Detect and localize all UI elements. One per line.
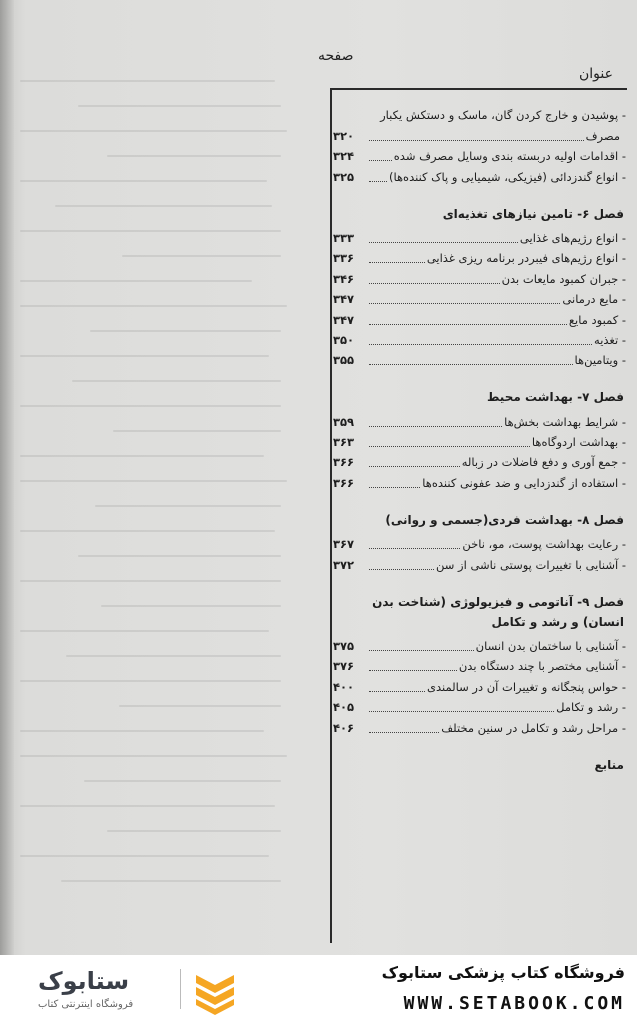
- toc-entry: [333, 330, 626, 350]
- toc-entry-title: - پوشیدن و خارج کردن گان، ماسک و دستکش یکبار: [380, 108, 626, 123]
- toc-entry: [333, 656, 626, 676]
- store-footer-banner: [0, 955, 637, 1024]
- toc-entry: [333, 289, 626, 309]
- toc-entry: [333, 248, 626, 268]
- toc-page-number: ۳۴۷: [333, 312, 355, 327]
- toc-dot-leader: [369, 344, 592, 345]
- toc-entry-title: - تغذیه: [594, 332, 626, 347]
- toc-dot-leader: [369, 650, 474, 651]
- toc-page-number: ۳۲۵: [333, 169, 355, 184]
- toc-entry-title: - مراحل رشد و تکامل در سنین مختلف: [441, 720, 626, 735]
- toc-entry: [333, 411, 626, 431]
- toc-entry-title: - آشنایی با تغییرات پوستی ناشی از سن: [436, 557, 626, 572]
- toc-entry: [333, 268, 626, 288]
- toc-entry: [333, 717, 626, 737]
- toc-page-number: ۳۲۰: [333, 128, 355, 143]
- toc-dot-leader: [369, 160, 392, 161]
- toc-entry: [333, 350, 626, 370]
- book-stack-logo-icon: [192, 965, 238, 1015]
- toc-entry-title: - آشنایی با ساختمان بدن انسان: [475, 639, 626, 654]
- toc-dot-leader: [369, 303, 560, 304]
- toc-entry-title: - رشد و تکامل: [556, 700, 626, 715]
- toc-dot-leader: [369, 140, 584, 141]
- toc-entry-title: - کمبود مایع: [568, 312, 626, 327]
- toc-entry: [333, 472, 626, 492]
- toc-page-number: ۳۵۹: [333, 414, 355, 429]
- toc-entry: [333, 309, 626, 329]
- toc-entry: [333, 452, 626, 472]
- toc-entry-title: - استفاده از گندزدایی و ضد عفونی کننده‌ها: [422, 475, 626, 490]
- toc-page-number: ۳۷۲: [333, 557, 355, 572]
- page-column-header: صفحه: [318, 48, 354, 64]
- store-website: WWW.SETABOOK.COM: [403, 993, 625, 1014]
- toc-entry: [333, 534, 626, 554]
- toc-entry: [333, 166, 626, 186]
- toc-entry-title: - انواع رژیم‌های فیبردر برنامه ریزی غذایی: [426, 251, 626, 266]
- toc-page-number: ۳۲۴: [333, 149, 355, 164]
- header-rule: [330, 88, 627, 90]
- store-name: فروشگاه کتاب پزشکی ستابوک: [381, 963, 625, 982]
- toc-page-number: ۳۷۶: [333, 659, 355, 674]
- toc-page-number: ۳۴۶: [333, 271, 355, 286]
- toc-page-number: ۴۰۰: [333, 679, 355, 694]
- toc-entry-title: - انواع رژیم‌های غذایی: [519, 230, 626, 245]
- toc-page-number: ۳۶۳: [333, 435, 355, 450]
- store-logo-subtitle: فروشگاه اینترنتی کتاب: [38, 999, 134, 1010]
- toc-dot-leader: [369, 364, 573, 365]
- toc-page-number: ۳۶۷: [333, 537, 355, 552]
- toc-chapter-heading: فصل ۹- آناتومی و فیزیولوژی (شناخت بدن انسان) و رشد و تکامل: [372, 594, 624, 629]
- toc-entry: [333, 554, 626, 574]
- toc-entry: [333, 228, 626, 248]
- bleed-through-text: [20, 80, 310, 940]
- toc-page-number: ۳۷۵: [333, 639, 355, 654]
- toc-entry-title: - جمع آوری و دفع فاضلات در زباله: [461, 455, 626, 470]
- toc-entry-title: - جبران کمبود مایعات بدن: [501, 271, 626, 286]
- store-logo-text: ستابوک: [38, 967, 130, 995]
- toc-entry-title: - حواس پنجگانه و تغییرات آن در سالمندی: [426, 679, 626, 694]
- toc-entry: [333, 125, 626, 145]
- toc-entry: [333, 676, 626, 696]
- toc-entry-title: - رعایت بهداشت پوست، مو، ناخن: [462, 537, 626, 552]
- toc-page-number: ۳۵۰: [333, 332, 355, 347]
- toc-dot-leader: [369, 262, 425, 263]
- toc-page-number: ۳۴۷: [333, 292, 355, 307]
- toc-entry-title: - اقدامات اولیه دربسته بندی وسایل مصرف شده: [393, 149, 626, 164]
- toc-dot-leader: [369, 569, 434, 570]
- toc-entry: [333, 636, 626, 656]
- toc-dot-leader: [369, 732, 439, 733]
- toc-page-number: ۳۳۳: [333, 230, 355, 245]
- toc-dot-leader: [369, 691, 425, 692]
- toc-entry-title: - آشنایی مختصر با چند دستگاه بدن: [458, 659, 626, 674]
- book-spine-shadow: [0, 0, 14, 955]
- table-of-contents: [333, 105, 626, 779]
- toc-chapter-heading: فصل ۸- بهداشت فردی(جسمی و روانی): [385, 512, 624, 527]
- title-column-header: عنوان: [579, 66, 613, 82]
- toc-entry: [333, 146, 626, 166]
- toc-dot-leader: [369, 181, 387, 182]
- toc-entry-title: - مایع درمانی: [562, 292, 626, 307]
- toc-page-number: ۴۰۶: [333, 720, 355, 735]
- toc-page-number: ۳۵۵: [333, 353, 355, 368]
- toc-dot-leader: [369, 242, 518, 243]
- toc-entry: [333, 432, 626, 452]
- footer-divider: [180, 969, 181, 1009]
- toc-entry-title: مصرف: [585, 128, 620, 143]
- toc-chapter-heading: فصل ۶- تامین نیازهای تغذیه‌ای: [442, 206, 624, 221]
- toc-page-number: ۳۳۶: [333, 251, 355, 266]
- toc-entry-title: - شرایط بهداشت بخش‌ها: [504, 414, 626, 429]
- toc-dot-leader: [369, 426, 502, 427]
- toc-chapter-heading: منابع: [594, 757, 624, 772]
- toc-dot-leader: [369, 466, 460, 467]
- toc-entry-title: - انواع گندزدائی (فیزیکی، شیمیایی و پاک کننده‌ها): [388, 169, 626, 184]
- toc-entry: [333, 697, 626, 717]
- toc-dot-leader: [369, 283, 500, 284]
- toc-dot-leader: [369, 548, 460, 549]
- toc-page-number: ۴۰۵: [333, 700, 355, 715]
- toc-dot-leader: [369, 487, 420, 488]
- toc-entry-title: - ویتامین‌ها: [574, 353, 626, 368]
- toc-entry: [333, 105, 626, 125]
- toc-dot-leader: [369, 711, 554, 712]
- toc-entry-title: - بهداشت اردوگاه‌ها: [531, 435, 626, 450]
- toc-dot-leader: [369, 324, 567, 325]
- toc-dot-leader: [369, 446, 530, 447]
- toc-page-number: ۳۶۶: [333, 455, 355, 470]
- toc-page-number: ۳۶۶: [333, 475, 355, 490]
- toc-dot-leader: [369, 670, 457, 671]
- column-rule: [330, 88, 332, 943]
- toc-chapter-heading: فصل ۷- بهداشت محیط: [486, 390, 624, 405]
